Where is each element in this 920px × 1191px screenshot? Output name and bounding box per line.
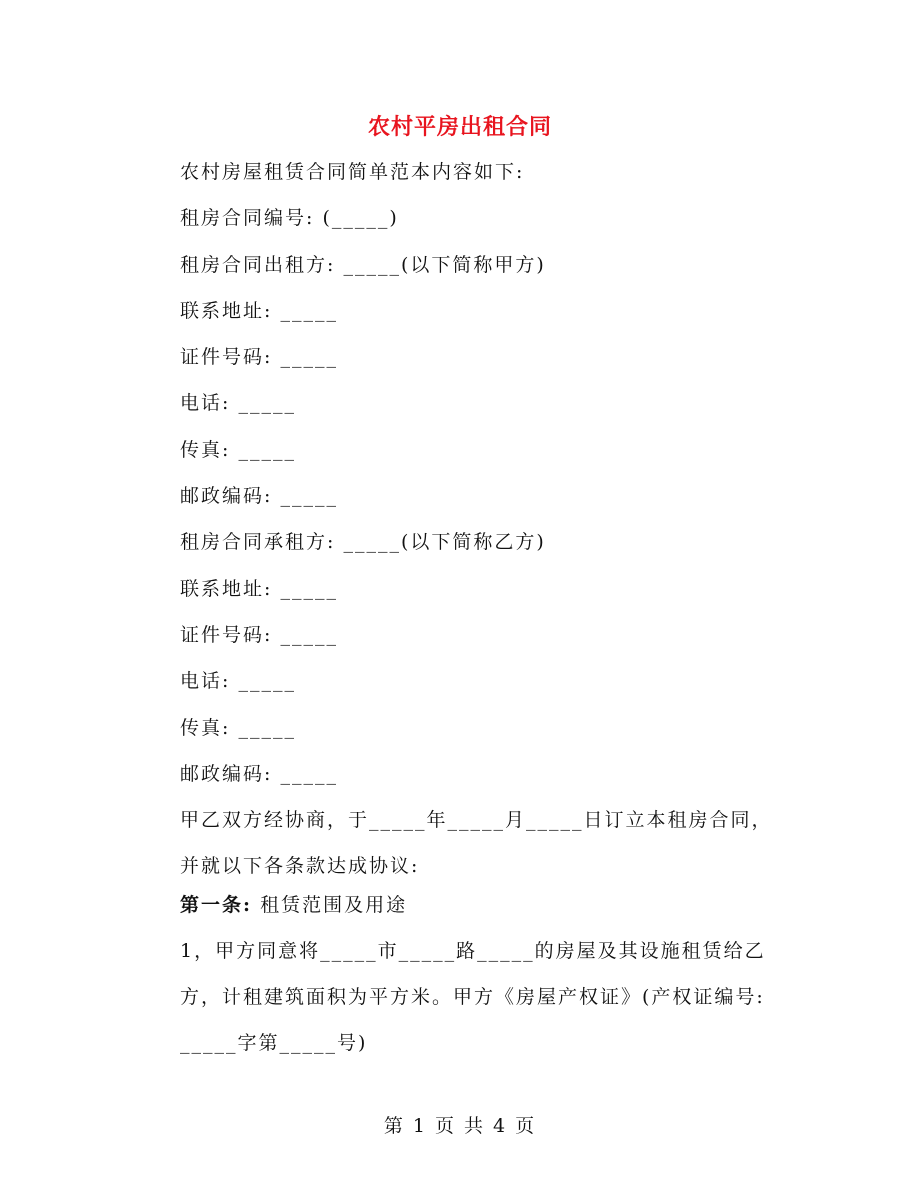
- intro-line: 农村房屋租赁合同简单范本内容如下:: [180, 161, 525, 183]
- agreement-paragraph: 甲乙双方经协商，于_____年_____月_____日订立本租房合同，并就以下各条款达成协议:: [180, 809, 773, 878]
- contract-number-line: 租房合同编号: (_____): [180, 207, 399, 230]
- document-title: 农村平房出租合同: [367, 114, 552, 140]
- lessor-id-line: 证件号码: _____: [180, 346, 338, 369]
- lessee-phone-line: 电话: _____: [180, 670, 296, 693]
- page-footer: 第 1 页 共 4 页: [383, 1115, 537, 1137]
- lessor-phone-line: 电话: _____: [180, 392, 296, 415]
- lessee-id-line: 证件号码: _____: [180, 623, 338, 646]
- document-body: [138, 156, 778, 1066]
- clause-1-paragraph: 1，甲方同意将_____市_____路_____的房屋及其设施租赁给乙方，计租建筑面积为平方米。甲方《房屋产权证》(产权证编号: _____字第_____号): [180, 940, 766, 1055]
- lessor-address-line: 联系地址: _____: [180, 299, 338, 322]
- article-1-heading-rest: 租赁范围及用途: [260, 894, 408, 917]
- lessee-postcode-line: 邮政编码: _____: [180, 762, 338, 785]
- lessor-postcode-line: 邮政编码: _____: [180, 485, 338, 508]
- lessee-fax-line: 传真: _____: [180, 716, 296, 739]
- article-1-heading: 第一条:: [180, 894, 253, 917]
- lessor-fax-line: 传真: _____: [180, 438, 296, 461]
- lessee-address-line: 联系地址: _____: [180, 577, 338, 600]
- lessee-line: 租房合同承租方: _____(以下简称乙方): [180, 531, 546, 554]
- lessor-line: 租房合同出租方: _____(以下简称甲方): [180, 253, 546, 276]
